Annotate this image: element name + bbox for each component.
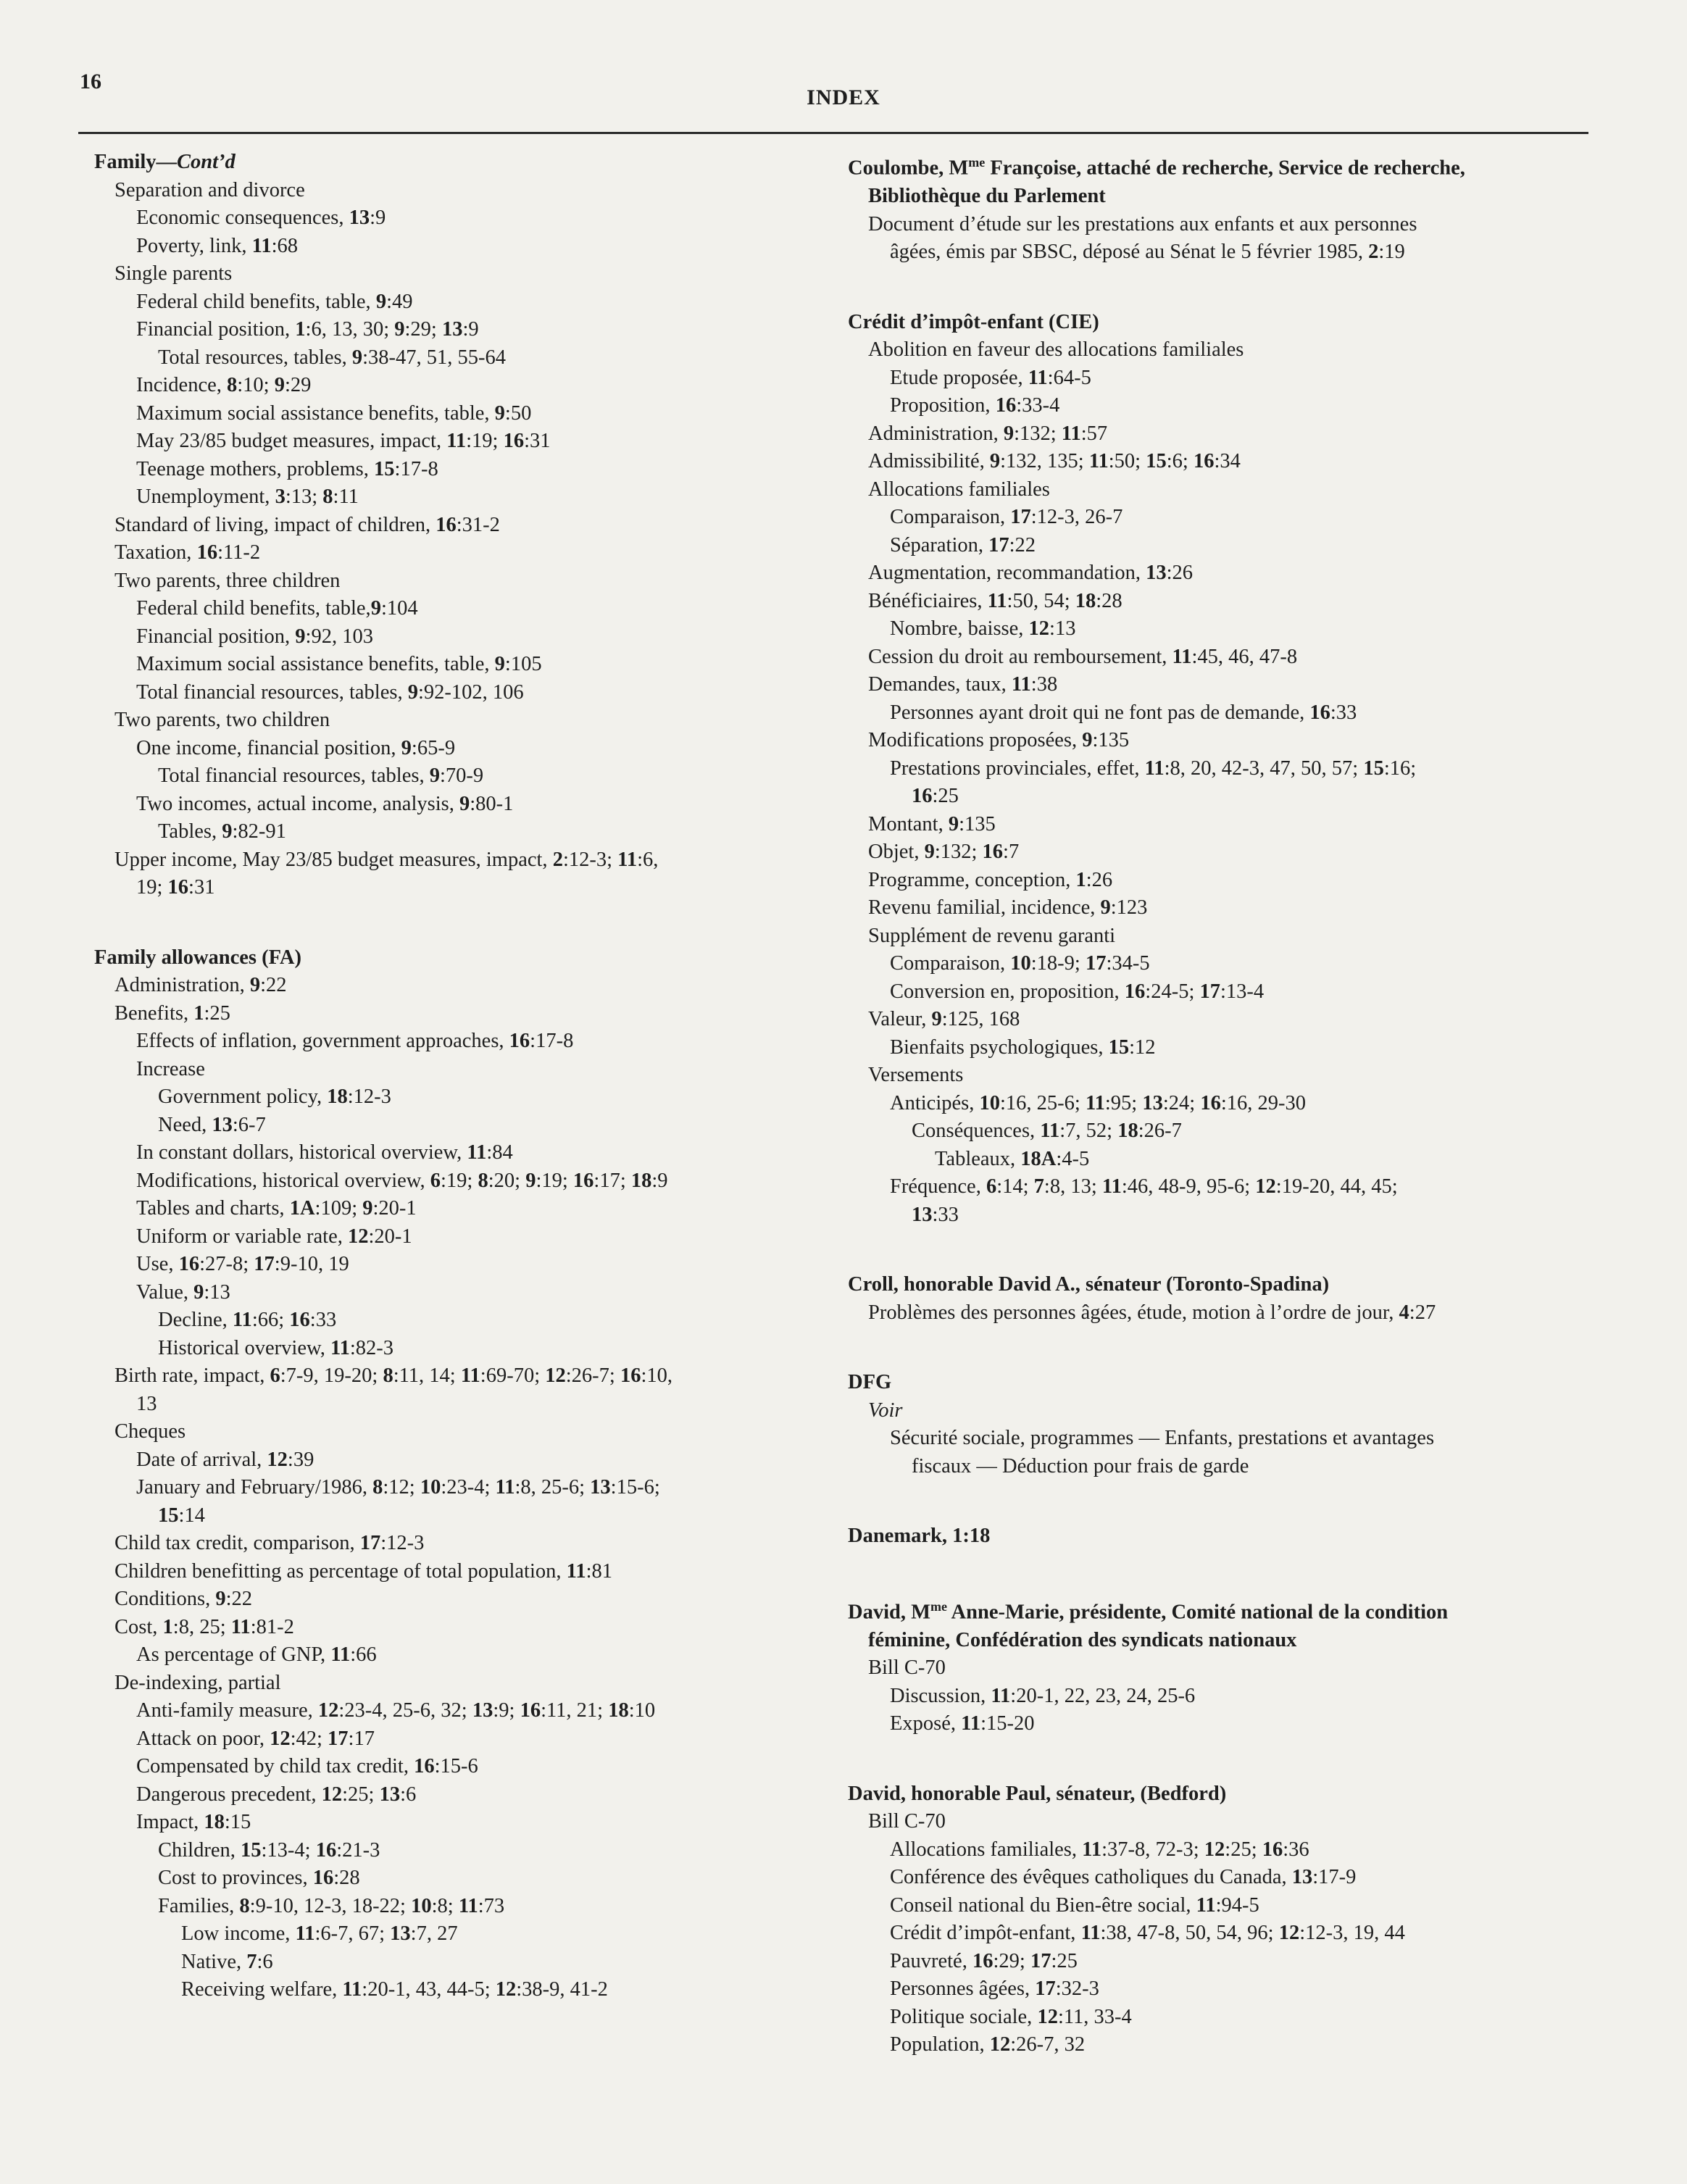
index-entry: Discussion, 11:20-1, 22, 23, 24, 25-6: [890, 1684, 1196, 1707]
index-entry: Financial position, 9:92, 103: [136, 625, 373, 648]
index-entry: Allocations familiales: [868, 478, 1050, 501]
index-entry: Montant, 9:135: [868, 812, 996, 835]
index-entry: Voir: [868, 1399, 903, 1422]
index-entry: Bénéficiaires, 11:50, 54; 18:28: [868, 589, 1122, 612]
index-entry: Admissibilité, 9:132, 135; 11:50; 15:6; 16:34: [868, 450, 1241, 472]
index-entry: Bienfaits psychologiques, 15:12: [890, 1035, 1156, 1059]
index-entry: Bill C-70: [868, 1810, 946, 1833]
index-entry: Economic consequences, 13:9: [136, 207, 386, 229]
index-entry: 16:25: [912, 785, 959, 807]
index-entry: Augmentation, recommandation, 13:26: [868, 562, 1193, 584]
index-entry: Anticipés, 10:16, 25-6; 11:95; 13:24; 16:16, 29-30: [890, 1091, 1306, 1114]
entry-spacer: [848, 1551, 1594, 1593]
index-entry: Need, 13:6-7: [158, 1113, 266, 1136]
index-entry: Objet, 9:132; 16:7: [868, 841, 1020, 863]
index-entry: Problèmes des personnes âgées, étude, motion à l’ordre de jour, 4:27: [868, 1301, 1436, 1324]
index-entry: Children, 15:13-4; 16:21-3: [158, 1838, 380, 1862]
index-entry: Revenu familial, incidence, 9:123: [868, 896, 1148, 919]
index-entry: Two parents, three children: [114, 569, 341, 592]
index-entry: Low income, 11:6-7, 67; 13:7, 27: [181, 1922, 458, 1945]
index-entry: Programme, conception, 1:26: [868, 868, 1113, 891]
index-entry: Cheques: [114, 1420, 186, 1443]
index-column-right: [848, 149, 1594, 2059]
index-entry: Exposé, 11:15-20: [890, 1712, 1035, 1735]
index-entry: Single parents: [114, 262, 233, 285]
index-entry: Administration, 9:132; 11:57: [868, 422, 1108, 445]
index-entry: Comparaison, 17:12-3, 26-7: [890, 506, 1123, 528]
index-entry: Prestations provinciales, effet, 11:8, 20, 42-3, 47, 50, 57; 15:16;: [890, 757, 1417, 780]
index-entry: Pauvreté, 16:29; 17:25: [890, 1949, 1078, 1972]
index-entry: 13:33: [912, 1203, 959, 1226]
index-entry: Conversion en, proposition, 16:24-5; 17:13-4: [890, 980, 1265, 1003]
index-entry: Document d’étude sur les prestations aux enfants et aux personnes: [868, 212, 1417, 236]
index-entry: Two incomes, actual income, analysis, 9:80-1: [136, 792, 514, 815]
page-number: 16: [80, 70, 101, 93]
index-entry: Incidence, 8:10; 9:29: [136, 374, 312, 396]
header-rule: [78, 132, 1588, 134]
index-entry: As percentage of GNP, 11:66: [136, 1643, 377, 1666]
index-entry: Comparaison, 10:18-9; 17:34-5: [890, 952, 1150, 975]
index-entry: Total resources, tables, 9:38-47, 51, 55-64: [158, 346, 507, 369]
index-entry: Cost to provinces, 16:28: [158, 1867, 360, 1889]
index-entry: Standard of living, impact of children, 16:31-2: [114, 513, 500, 536]
index-entry: Uniform or variable rate, 12:20-1: [136, 1225, 412, 1248]
index-entry: Demandes, taux, 11:38: [868, 673, 1058, 696]
index-entry: Allocations familiales, 11:37-8, 72-3; 12:25; 16:36: [890, 1838, 1309, 1861]
index-entry: Séparation, 17:22: [890, 533, 1036, 557]
index-entry: Maximum social assistance benefits, table, 9:50: [136, 401, 532, 425]
index-entry: Receiving welfare, 11:20-1, 43, 44-5; 12:38-9, 41-2: [181, 1978, 608, 2001]
index-entry: Effects of inflation, government approaches, 16:17-8: [136, 1030, 574, 1052]
index-heading: Croll, honorable David A., sénateur (Toronto-Spadina): [848, 1273, 1330, 1296]
index-entry: Administration, 9:22: [114, 974, 287, 996]
index-entry: Crédit d’impôt-enfant, 11:38, 47-8, 50, 54, 96; 12:12-3, 19, 44: [890, 1922, 1405, 1944]
index-entry: Nombre, baisse, 12:13: [890, 617, 1076, 640]
page-title: INDEX: [807, 86, 880, 109]
index-entry: Tableaux, 18A:4-5: [935, 1147, 1090, 1170]
entry-spacer: [848, 1738, 1594, 1780]
index-heading: Crédit d’impôt-enfant (CIE): [848, 310, 1099, 333]
index-entry: Dangerous precedent, 12:25; 13:6: [136, 1783, 417, 1806]
index-entry: Conséquences, 11:7, 52; 18:26-7: [912, 1120, 1182, 1142]
index-entry: Separation and divorce: [114, 178, 305, 201]
index-entry: Conseil national du Bien-être social, 11:94-5: [890, 1893, 1259, 1917]
index-entry: Politique sociale, 12:11, 33-4: [890, 2005, 1132, 2028]
index-entry: Unemployment, 3:13; 8:11: [136, 485, 359, 508]
index-entry: Federal child benefits, table, 9:49: [136, 290, 413, 313]
index-entry: Use, 16:27-8; 17:9-10, 19: [136, 1253, 349, 1275]
index-heading: Bibliothèque du Parlement: [868, 185, 1106, 207]
index-entry: Personnes ayant droit qui ne font pas de demande, 16:33: [890, 701, 1357, 724]
index-entry: Versements: [868, 1064, 964, 1086]
index-entry: Decline, 11:66; 16:33: [158, 1309, 337, 1331]
index-entry: Government policy, 18:12-3: [158, 1085, 391, 1108]
index-heading: Danemark, 1:18: [848, 1525, 991, 1547]
index-entry: Tables, 9:82-91: [158, 820, 286, 843]
index-heading: Coulombe, $M^{me}$ Françoise, attaché de recherche, Service de recherche,: [848, 155, 1465, 180]
index-entry: Date of arrival, 12:39: [136, 1448, 315, 1471]
index-entry: Etude proposée, 11:64-5: [890, 366, 1091, 389]
index-entry: 15:14: [158, 1504, 205, 1527]
index-entry: Total financial resources, tables, 9:70-9: [158, 764, 484, 787]
index-entry: Increase: [136, 1057, 205, 1080]
index-entry: Taxation, 16:11-2: [114, 541, 261, 564]
index-entry: Valeur, 9:125, 168: [868, 1008, 1020, 1030]
index-entry: Fréquence, 6:14; 7:8, 13; 11:46, 48-9, 95-6; 12:19-20, 44, 45;: [890, 1175, 1398, 1198]
index-entry: Personnes âgées, 17:32-3: [890, 1977, 1099, 2000]
index-entry: Conférence des évêques catholiques du Canada, 13:17-9: [890, 1866, 1357, 1888]
entry-spacer: [848, 267, 1594, 309]
index-entry: 13: [136, 1392, 157, 1415]
index-entry: âgées, émis par SBSC, déposé au Sénat le 5 février 1985, 2:19: [890, 241, 1405, 263]
index-entry: Proposition, 16:33-4: [890, 394, 1060, 417]
index-entry: Modifications, historical overview, 6:19; 8:20; 9:19; 16:17; 18:9: [136, 1169, 668, 1192]
index-entry: Benefits, 1:25: [114, 1001, 230, 1025]
index-column-left: [94, 149, 826, 2004]
index-heading: DFG: [848, 1371, 892, 1393]
entry-spacer: [94, 902, 826, 944]
index-entry: Anti-family measure, 12:23-4, 25-6, 32; 13:9; 16:11, 21; 18:10: [136, 1699, 656, 1722]
index-entry: Cession du droit au remboursement, 11:45, 46, 47-8: [868, 645, 1298, 668]
index-entry: Upper income, May 23/85 budget measures, impact, 2:12-3; 11:6,: [114, 848, 659, 871]
index-entry: Cost, 1:8, 25; 11:81-2: [114, 1615, 294, 1638]
index-entry: Federal child benefits, table,9:104: [136, 597, 418, 620]
index-entry: May 23/85 budget measures, impact, 11:19; 16:31: [136, 430, 551, 452]
index-heading: Family allowances (FA): [94, 946, 302, 969]
index-entry: Conditions, 9:22: [114, 1588, 253, 1610]
index-entry: Attack on poor, 12:42; 17:17: [136, 1727, 375, 1750]
index-entry: Impact, 18:15: [136, 1811, 251, 1833]
index-entry: fiscaux — Déduction pour frais de garde: [912, 1454, 1249, 1477]
index-entry: Financial position, 1:6, 13, 30; 9:29; 13:9: [136, 318, 479, 341]
index-entry: Tables and charts, 1A:109; 9:20-1: [136, 1197, 417, 1220]
index-entry: Historical overview, 11:82-3: [158, 1336, 394, 1359]
index-entry: Sécurité sociale, programmes — Enfants, prestations et avantages: [890, 1427, 1435, 1449]
index-entry: De-indexing, partial: [114, 1671, 281, 1694]
index-entry: One income, financial position, 9:65-9: [136, 736, 456, 759]
index-entry: Children benefitting as percentage of total population, 11:81: [114, 1559, 613, 1583]
index-entry: Total financial resources, tables, 9:92-102, 106: [136, 680, 524, 704]
entry-spacer: [848, 1327, 1594, 1369]
index-heading: David, honorable Paul, sénateur, (Bedford): [848, 1782, 1227, 1805]
index-entry: Maximum social assistance benefits, table, 9:105: [136, 653, 542, 675]
index-entry: Child tax credit, comparison, 17:12-3: [114, 1532, 425, 1554]
index-entry: In constant dollars, historical overview, 11:84: [136, 1141, 513, 1164]
index-heading: Family—Cont’d: [94, 151, 236, 173]
index-entry: Value, 9:13: [136, 1280, 230, 1304]
index-entry: Birth rate, impact, 6:7-9, 19-20; 8:11, 14; 11:69-70; 12:26-7; 16:10,: [114, 1364, 672, 1387]
index-entry: January and February/1986, 8:12; 10:23-4; 11:8, 25-6; 13:15-6;: [136, 1476, 660, 1499]
index-heading: David, $M^{me}$ Anne-Marie, présidente, Comité national de la condition: [848, 1599, 1449, 1623]
entry-spacer: [848, 1480, 1594, 1522]
index-entry: Supplément de revenu garanti: [868, 924, 1116, 947]
index-entry: Teenage mothers, problems, 15:17-8: [136, 457, 438, 480]
index-entry: Poverty, link, 11:68: [136, 234, 299, 257]
index-entry: Population, 12:26-7, 32: [890, 2033, 1086, 2056]
index-heading: féminine, Confédération des syndicats nationaux: [868, 1628, 1297, 1651]
index-entry: Bill C-70: [868, 1656, 946, 1679]
index-entry: Abolition en faveur des allocations familiales: [868, 338, 1244, 361]
index-entry: Compensated by child tax credit, 16:15-6: [136, 1755, 478, 1777]
index-entry: 19; 16:31: [136, 876, 215, 899]
index-entry: Native, 7:6: [181, 1950, 273, 1973]
index-entry: Families, 8:9-10, 12-3, 18-22; 10:8; 11:73: [158, 1894, 505, 1917]
entry-spacer: [848, 1229, 1594, 1271]
index-entry: Two parents, two children: [114, 709, 330, 731]
index-entry: Modifications proposées, 9:135: [868, 729, 1130, 751]
